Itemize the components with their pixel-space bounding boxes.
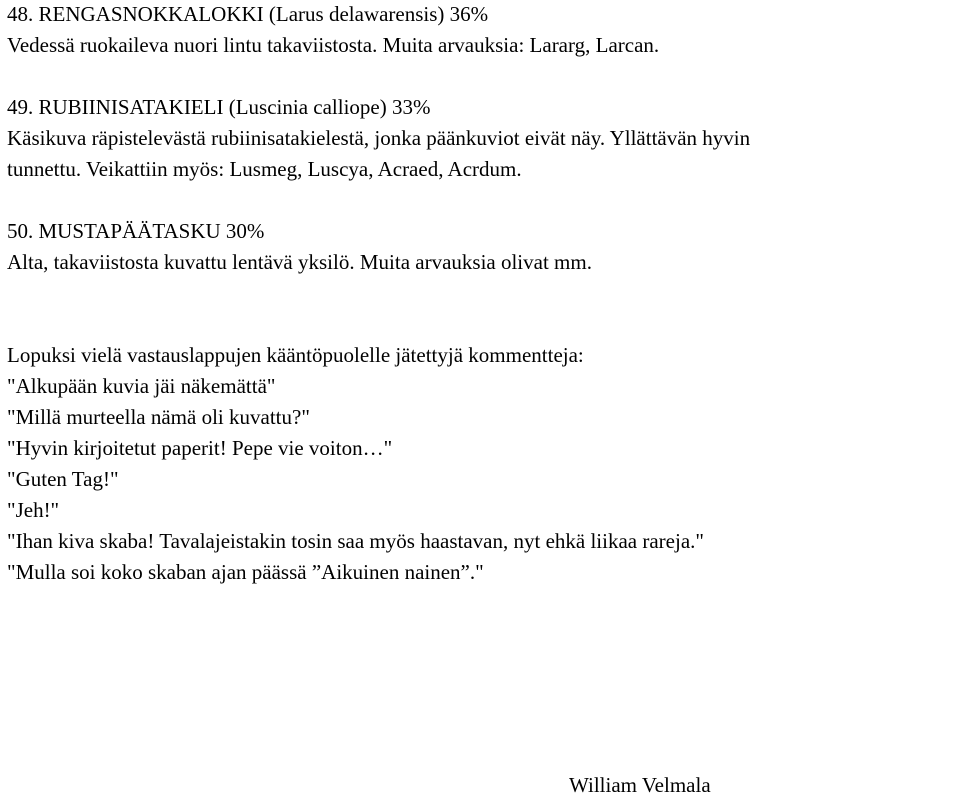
entry-49-heading: 49. RUBIINISATAKIELI (Luscinia calliope) 33% xyxy=(7,95,431,119)
comment-item: "Hyvin kirjoitetut paperit! Pepe vie voiton…" xyxy=(7,436,393,460)
comment-item: "Alkupään kuvia jäi näkemättä" xyxy=(7,374,276,398)
author-signature: William Velmala xyxy=(569,773,711,797)
entry-48-description: Vedessä ruokaileva nuori lintu takaviistosta. Muita arvauksia: Lararg, Larcan. xyxy=(7,33,660,57)
comment-item: "Mulla soi koko skaban ajan päässä ”Aikuinen nainen”." xyxy=(7,560,484,584)
entry-50-heading: 50. MUSTAPÄÄTASKU 30% xyxy=(7,219,265,243)
comment-item: "Guten Tag!" xyxy=(7,467,119,491)
comments-intro: Lopuksi vielä vastauslappujen kääntöpuolelle jätettyjä kommentteja: xyxy=(7,343,584,367)
entry-49-description-line-2: tunnettu. Veikattiin myös: Lusmeg, Luscya, Acraed, Acrdum. xyxy=(7,157,522,181)
comment-item: "Ihan kiva skaba! Tavalajeistakin tosin saa myös haastavan, nyt ehkä liikaa rareja." xyxy=(7,529,704,553)
entry-50-description: Alta, takaviistosta kuvattu lentävä yksilö. Muita arvauksia olivat mm. xyxy=(7,250,592,274)
comment-item: "Jeh!" xyxy=(7,498,60,522)
entry-48-heading: 48. RENGASNOKKALOKKI (Larus delawarensis) 36% xyxy=(7,2,489,26)
entry-49-description-line-1: Käsikuva räpistelevästä rubiinisatakielestä, jonka päänkuviot eivät näy. Yllättävän hyvin xyxy=(7,126,751,150)
comment-item: "Millä murteella nämä oli kuvattu?" xyxy=(7,405,310,429)
